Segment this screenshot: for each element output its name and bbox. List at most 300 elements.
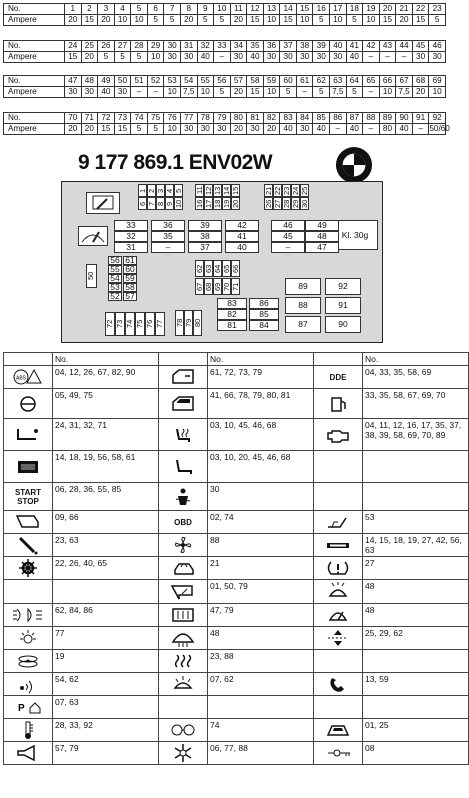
ampere-cell: 15 bbox=[98, 124, 115, 135]
ampere-cell: 10 bbox=[164, 87, 181, 98]
ampere-cell: – bbox=[363, 87, 380, 98]
fuse-number-cell: 34 bbox=[230, 41, 247, 52]
legend-header-blank bbox=[159, 353, 208, 366]
fuse-number-cell: 46 bbox=[429, 41, 446, 52]
fuse-numbers-cell: 30 bbox=[208, 483, 314, 511]
interior-light-icon bbox=[4, 627, 53, 650]
empty-icon-cell bbox=[314, 483, 363, 511]
ampere-cell: 10 bbox=[164, 124, 181, 135]
ampere-table-3 bbox=[3, 75, 446, 98]
no-header: No. bbox=[4, 41, 65, 52]
fuse-number-cell: 68 bbox=[412, 76, 429, 87]
ampere-cell: 5 bbox=[214, 15, 231, 26]
legend-row bbox=[4, 511, 469, 534]
fuse-number-cell: 74 bbox=[131, 113, 148, 124]
fuse-slot: 41 bbox=[225, 231, 259, 242]
legend-header-blank bbox=[4, 353, 53, 366]
fuse-numbers-cell: 23, 88 bbox=[208, 650, 314, 673]
fuse-slot: 77 bbox=[155, 312, 165, 336]
fuse-number-cell: 83 bbox=[280, 113, 297, 124]
fuse-number-cell: 90 bbox=[396, 113, 413, 124]
fuse-slot: 31 bbox=[114, 242, 148, 253]
fuse-number-cell: 43 bbox=[379, 41, 396, 52]
fuse-slot: 2 bbox=[147, 184, 156, 197]
empty-icon-cell bbox=[314, 696, 363, 719]
legend-row bbox=[4, 627, 469, 650]
ampere-cell: 40 bbox=[396, 124, 413, 135]
legend-header-row bbox=[4, 353, 469, 366]
fuse-slot: 64 bbox=[213, 260, 222, 277]
fuse-slot: 60 bbox=[123, 265, 137, 274]
ampere-cell: 15 bbox=[247, 87, 264, 98]
ampere-cell: – bbox=[363, 124, 380, 135]
ampere-cell: 30 bbox=[180, 124, 197, 135]
fuse-slot: 32 bbox=[114, 231, 148, 242]
fuse-numbers-cell: 06, 77, 88 bbox=[208, 742, 314, 765]
ampere-cell: 30 bbox=[164, 52, 181, 63]
mirror-fold-icon bbox=[159, 580, 208, 604]
legend-row bbox=[4, 742, 469, 765]
ampere-cell: – bbox=[379, 52, 396, 63]
fuse-numbers-cell: 04, 33, 35, 58, 69 bbox=[363, 366, 469, 389]
fuse-number-cell: 59 bbox=[263, 76, 280, 87]
fuse-slot: 61 bbox=[123, 256, 137, 265]
fuse-slot: 57 bbox=[123, 292, 137, 301]
legend-header-no: No. bbox=[53, 353, 159, 366]
fuse-slot: 3 bbox=[156, 184, 165, 197]
fuse-number-cell: 42 bbox=[363, 41, 380, 52]
fuse-number-cell: 85 bbox=[313, 113, 330, 124]
ampere-cell: 20 bbox=[230, 124, 247, 135]
fuse-number-cell: 52 bbox=[147, 76, 164, 87]
fuse-slot: 84 bbox=[249, 320, 279, 331]
ampere-cell: 5 bbox=[313, 15, 330, 26]
fuse-slot: 75 bbox=[135, 312, 145, 336]
fuse-numbers-cell: 04, 12, 26, 67, 82, 90 bbox=[53, 366, 159, 389]
ampere-cell: 15 bbox=[114, 124, 131, 135]
fuse-numbers-cell: 14, 15, 18, 19, 27, 42, 56, 63 bbox=[363, 534, 469, 557]
ampere-cell: 10 bbox=[330, 15, 347, 26]
fuse-numbers-cell: 03, 10, 20, 45, 46, 68 bbox=[208, 451, 314, 483]
ampere-cell: 40 bbox=[313, 124, 330, 135]
ampere-cell: 20 bbox=[65, 15, 82, 26]
fuse-slot: 72 bbox=[105, 312, 115, 336]
fuse-number-cell: 14 bbox=[280, 4, 297, 15]
tpms-icon bbox=[314, 557, 363, 580]
cd-icon bbox=[4, 650, 53, 673]
ampere-cell: 20 bbox=[396, 15, 413, 26]
fuse-numbers-cell bbox=[53, 580, 159, 604]
fuse-numbers-cell: 53 bbox=[363, 511, 469, 534]
fuse-numbers-cell: 24, 31, 32, 71 bbox=[53, 419, 159, 451]
fuse-slot: 85 bbox=[249, 309, 279, 320]
fuse-number-cell: 91 bbox=[412, 113, 429, 124]
fuse-slot: Kl. 30g bbox=[332, 220, 378, 250]
start-stop-icon bbox=[4, 483, 53, 511]
ampere-cell: 30 bbox=[197, 124, 214, 135]
fuse-numbers-cell bbox=[363, 696, 469, 719]
ampere-cell: 30 bbox=[214, 124, 231, 135]
ampere-cell: 15 bbox=[412, 15, 429, 26]
fuse-number-cell: 86 bbox=[330, 113, 347, 124]
fuse-slot: 71 bbox=[231, 278, 240, 295]
fuse-number-cell: 82 bbox=[263, 113, 280, 124]
fuse-slot: 54 bbox=[108, 274, 122, 283]
fuse-number-cell: 63 bbox=[330, 76, 347, 87]
legend-row bbox=[4, 650, 469, 673]
fuse-slot: 27 bbox=[273, 197, 282, 210]
fuse-number-row bbox=[4, 76, 446, 87]
fuse-numbers-cell: 04, 11, 12, 16, 17, 35, 37, 38, 39, 58, 69, 70, 89 bbox=[363, 419, 469, 451]
ampere-table-4 bbox=[3, 112, 450, 135]
fuse-number-cell: 71 bbox=[81, 113, 98, 124]
fuse-slot: 70 bbox=[222, 278, 231, 295]
fuse-number-row bbox=[4, 41, 446, 52]
ampere-cell: 30 bbox=[280, 52, 297, 63]
ampere-cell: 30 bbox=[429, 52, 446, 63]
windshield-defrost-icon bbox=[159, 627, 208, 650]
ampere-cell: 20 bbox=[65, 124, 82, 135]
fuse-numbers-cell: 19 bbox=[53, 650, 159, 673]
fuse-slot: 49 bbox=[305, 220, 339, 231]
light-icon bbox=[4, 557, 53, 580]
no-header: No. bbox=[4, 113, 65, 124]
fuse-number-cell: 37 bbox=[280, 41, 297, 52]
fuse-number-cell: 32 bbox=[197, 41, 214, 52]
bulb-key-icon bbox=[314, 742, 363, 765]
ampere-header: Ampere bbox=[4, 15, 65, 26]
fuse-number-cell: 88 bbox=[363, 113, 380, 124]
fuse-slot: 24 bbox=[291, 184, 300, 197]
ampere-cell: 10 bbox=[147, 52, 164, 63]
display-icon bbox=[4, 451, 53, 483]
ampere-cell: 40 bbox=[98, 87, 115, 98]
fuse-number-cell: 50 bbox=[114, 76, 131, 87]
ampere-cell: 5 bbox=[313, 87, 330, 98]
fuse-slot: 79 bbox=[184, 310, 193, 336]
fuse-numbers-cell: 09, 66 bbox=[53, 511, 159, 534]
fuse-numbers-cell: 07, 63 bbox=[53, 696, 159, 719]
fuel-pump-icon bbox=[314, 389, 363, 419]
ampere-cell: 30 bbox=[114, 87, 131, 98]
fuse-numbers-cell: 06, 28, 36, 55, 85 bbox=[53, 483, 159, 511]
ampere-cell: 5 bbox=[214, 87, 231, 98]
fuse-number-cell: 92 bbox=[429, 113, 446, 124]
fuse-numbers-cell: 88 bbox=[208, 534, 314, 557]
seat-heat-icon bbox=[159, 419, 208, 451]
fuse-number-cell: 66 bbox=[379, 76, 396, 87]
fuse-number-cell: 20 bbox=[379, 4, 396, 15]
fuse-number-cell: 76 bbox=[164, 113, 181, 124]
fuse-number-cell: 69 bbox=[429, 76, 446, 87]
cigarette-lighter-icon bbox=[4, 534, 53, 557]
fuse-slot: 68 bbox=[204, 278, 213, 295]
fuse-slot: 90 bbox=[325, 316, 361, 333]
ampere-cell: 30 bbox=[263, 52, 280, 63]
legend-row bbox=[4, 366, 469, 389]
fuse-number-cell: 9 bbox=[197, 4, 214, 15]
fuse-slot: 80 bbox=[193, 310, 202, 336]
fuse-slot: 8 bbox=[156, 197, 165, 210]
fuse-number-cell: 6 bbox=[147, 4, 164, 15]
ampere-row bbox=[4, 87, 446, 98]
fuse-number-cell: 24 bbox=[65, 41, 82, 52]
fuse-slot: 87 bbox=[285, 316, 321, 333]
ampere-cell: 5 bbox=[429, 15, 446, 26]
fuse-slot: 56 bbox=[108, 256, 122, 265]
fuse-number-cell: 51 bbox=[131, 76, 148, 87]
fuse-number-cell: 12 bbox=[247, 4, 264, 15]
ampere-cell: 40 bbox=[247, 52, 264, 63]
fuse-numbers-cell: 25, 29, 62 bbox=[363, 627, 469, 650]
occupant-icon bbox=[159, 483, 208, 511]
fuse-number-cell: 56 bbox=[214, 76, 231, 87]
fuse-slot: 67 bbox=[195, 278, 204, 295]
trailer-icon bbox=[314, 511, 363, 534]
ampere-cell: 30 bbox=[313, 52, 330, 63]
fuse-slot: 21 bbox=[264, 184, 273, 197]
fuse-slot: 1 bbox=[138, 184, 147, 197]
fuse-number-cell: 78 bbox=[197, 113, 214, 124]
dome-light-icon bbox=[159, 673, 208, 696]
fuse-slot: 78 bbox=[175, 310, 184, 336]
fuse-number-row bbox=[4, 113, 446, 124]
fuse-number-cell: 8 bbox=[180, 4, 197, 15]
fuse-number-cell: 4 bbox=[114, 4, 131, 15]
legend-header-blank bbox=[314, 353, 363, 366]
phone-icon bbox=[314, 673, 363, 696]
fuse-number-cell: 53 bbox=[164, 76, 181, 87]
fuse-slot: 17 bbox=[204, 197, 213, 210]
ampere-cell: 30 bbox=[65, 87, 82, 98]
fuse-slot: 4 bbox=[165, 184, 174, 197]
fuse-number-cell: 70 bbox=[65, 113, 82, 124]
legend-row bbox=[4, 557, 469, 580]
ampere-cell: 5 bbox=[131, 124, 148, 135]
fuse-number-cell: 64 bbox=[346, 76, 363, 87]
fuse-slot: 39 bbox=[188, 220, 222, 231]
ampere-header: Ampere bbox=[4, 87, 65, 98]
fuse-slot: 66 bbox=[231, 260, 240, 277]
fuse-numbers-cell bbox=[363, 483, 469, 511]
fuse-number-cell: 84 bbox=[296, 113, 313, 124]
fuse-numbers-cell bbox=[363, 451, 469, 483]
fuse-numbers-cell: 22, 26, 40, 65 bbox=[53, 557, 159, 580]
fuse-number-cell: 35 bbox=[247, 41, 264, 52]
obd-icon bbox=[159, 511, 208, 534]
no-header: No. bbox=[4, 76, 65, 87]
ampere-cell: 30 bbox=[230, 52, 247, 63]
heater-icon bbox=[159, 650, 208, 673]
fuse-number-cell: 23 bbox=[429, 4, 446, 15]
fuse-number-cell: 41 bbox=[346, 41, 363, 52]
lift-icon bbox=[314, 627, 363, 650]
fuse-slot: 65 bbox=[222, 260, 231, 277]
ampere-cell: 5 bbox=[131, 52, 148, 63]
ampere-cell: 30 bbox=[296, 52, 313, 63]
ampere-cell: 10 bbox=[363, 15, 380, 26]
fuse-number-cell: 81 bbox=[247, 113, 264, 124]
abs-dsc-icon bbox=[4, 366, 53, 389]
fuse-number-cell: 73 bbox=[114, 113, 131, 124]
ampere-cell: 10 bbox=[263, 15, 280, 26]
fuse-slot: 74 bbox=[125, 312, 135, 336]
fuse-box-diagram bbox=[61, 181, 383, 343]
fuse-numbers-cell: 33, 35, 58, 67, 69, 70 bbox=[363, 389, 469, 419]
dde-glow-icon bbox=[314, 366, 363, 389]
fuse-numbers-cell: 28, 33, 92 bbox=[53, 719, 159, 742]
fuse-slot: 82 bbox=[217, 309, 247, 320]
fuse-slot: 86 bbox=[249, 298, 279, 309]
fuse-slot: 38 bbox=[188, 231, 222, 242]
fuse-number-cell: 60 bbox=[280, 76, 297, 87]
ampere-cell: 5 bbox=[346, 87, 363, 98]
legend-row bbox=[4, 389, 469, 419]
fuse-number-cell: 19 bbox=[363, 4, 380, 15]
ampere-cell: 5 bbox=[197, 15, 214, 26]
ampere-cell: 30 bbox=[247, 124, 264, 135]
ampere-row bbox=[4, 52, 446, 63]
fuse-numbers-cell: 41, 66, 78, 79, 80, 81 bbox=[208, 389, 314, 419]
fuse-slot: 6 bbox=[138, 197, 147, 210]
empty-icon-cell bbox=[4, 580, 53, 604]
fuse-slot: 23 bbox=[282, 184, 291, 197]
legend-row bbox=[4, 419, 469, 451]
fuse-number-cell: 47 bbox=[65, 76, 82, 87]
ampere-cell: 10 bbox=[197, 87, 214, 98]
ampere-cell: 15 bbox=[247, 15, 264, 26]
ampere-cell: 40 bbox=[346, 124, 363, 135]
fuse-slot: 36 bbox=[151, 220, 185, 231]
ampere-cell: 15 bbox=[81, 15, 98, 26]
door-icon bbox=[159, 366, 208, 389]
fuse-slot: 83 bbox=[217, 298, 247, 309]
fuse-numbers-cell: 01, 25 bbox=[363, 719, 469, 742]
mirror-icon bbox=[4, 511, 53, 534]
ampere-cell: 10 bbox=[296, 15, 313, 26]
fuse-number-cell: 61 bbox=[296, 76, 313, 87]
ampere-cell: 30 bbox=[412, 52, 429, 63]
empty-icon-cell bbox=[314, 451, 363, 483]
fuse-slot: 19 bbox=[222, 197, 231, 210]
ampere-cell: 10 bbox=[379, 87, 396, 98]
ampere-cell: 20 bbox=[230, 87, 247, 98]
fuse-number-cell: 65 bbox=[363, 76, 380, 87]
wiper-relay-icon bbox=[86, 192, 120, 214]
ampere-cell: 5 bbox=[346, 15, 363, 26]
fuse-number-cell: 72 bbox=[98, 113, 115, 124]
empty-icon-cell bbox=[159, 696, 208, 719]
fuse-slot: 48 bbox=[305, 231, 339, 242]
ampere-table-2 bbox=[3, 40, 446, 63]
legend-row bbox=[4, 604, 469, 627]
ampere-cell: 20 bbox=[263, 124, 280, 135]
fuse-legend-table bbox=[3, 352, 469, 765]
fuse-numbers-cell: 23, 63 bbox=[53, 534, 159, 557]
ampere-cell: 30 bbox=[330, 52, 347, 63]
legend-header-no: No. bbox=[208, 353, 314, 366]
fuse-number-cell: 40 bbox=[330, 41, 347, 52]
ampere-cell: 5 bbox=[147, 124, 164, 135]
fuse-slot: 62 bbox=[195, 260, 204, 277]
ampere-cell: – bbox=[214, 52, 231, 63]
fuse-numbers-cell: 01, 50, 79 bbox=[208, 580, 314, 604]
legend-row bbox=[4, 451, 469, 483]
temperature-icon bbox=[4, 719, 53, 742]
fuse-number-cell: 10 bbox=[214, 4, 231, 15]
fuse-number-cell: 13 bbox=[263, 4, 280, 15]
fuse-numbers-cell bbox=[363, 650, 469, 673]
fuse-slot: 50 bbox=[86, 264, 97, 288]
ampere-cell: 20 bbox=[98, 15, 115, 26]
fuse-number-cell: 22 bbox=[412, 4, 429, 15]
park-home-icon bbox=[4, 696, 53, 719]
fuse-number-cell: 28 bbox=[131, 41, 148, 52]
antenna-icon bbox=[4, 673, 53, 696]
ac-icon bbox=[159, 742, 208, 765]
fuse-slot: 47 bbox=[305, 242, 339, 253]
fuse-numbers-cell: 21 bbox=[208, 557, 314, 580]
fuse-number-cell: 58 bbox=[247, 76, 264, 87]
fuse-number-cell: 26 bbox=[98, 41, 115, 52]
ampere-cell: 30 bbox=[180, 52, 197, 63]
fuse-slot: 10 bbox=[174, 197, 183, 210]
fuse-number-row bbox=[4, 4, 446, 15]
fuse-numbers-cell: 57, 79 bbox=[53, 742, 159, 765]
wiper-icon bbox=[78, 226, 108, 246]
ampere-cell: 80 bbox=[379, 124, 396, 135]
fuse-slot: 13 bbox=[213, 184, 222, 197]
ampere-cell: 10 bbox=[429, 87, 446, 98]
fuse-number-cell: 38 bbox=[296, 41, 313, 52]
fuse-numbers-cell: 05, 49, 75 bbox=[53, 389, 159, 419]
fuse-number-cell: 89 bbox=[379, 113, 396, 124]
ampere-cell: 40 bbox=[280, 124, 297, 135]
ampere-cell: – bbox=[296, 87, 313, 98]
fuse-number-cell: 45 bbox=[412, 41, 429, 52]
fuse-slot: 46 bbox=[271, 220, 305, 231]
fuse-numbers-cell: 03, 10, 45, 46, 68 bbox=[208, 419, 314, 451]
fuse-numbers-cell: 14, 18, 19, 56, 58, 61 bbox=[53, 451, 159, 483]
fuse-slot: 76 bbox=[145, 312, 155, 336]
fuse-number-cell: 21 bbox=[396, 4, 413, 15]
icon-label: DDE bbox=[329, 372, 347, 382]
legend-row bbox=[4, 483, 469, 511]
ampere-cell: – bbox=[131, 87, 148, 98]
fuse-numbers-cell: 77 bbox=[53, 627, 159, 650]
ampere-cell: – bbox=[147, 87, 164, 98]
fuse-number-cell: 11 bbox=[230, 4, 247, 15]
fuse-numbers-cell: 47, 79 bbox=[208, 604, 314, 627]
ampere-cell: 5 bbox=[280, 87, 297, 98]
fuse-number-cell: 80 bbox=[230, 113, 247, 124]
fuse-numbers-cell: 48 bbox=[363, 580, 469, 604]
ampere-cell: 20 bbox=[81, 52, 98, 63]
ampere-cell: 15 bbox=[65, 52, 82, 63]
headlight-fog-icon bbox=[4, 604, 53, 627]
svg-text:ABS: ABS bbox=[15, 375, 27, 382]
ampere-cell: 5 bbox=[98, 52, 115, 63]
ampere-cell: 10 bbox=[131, 15, 148, 26]
fuse-slot: 81 bbox=[217, 320, 247, 331]
ampere-cell: – bbox=[330, 124, 347, 135]
fuse-number-cell: 57 bbox=[230, 76, 247, 87]
fuse-number-cell: 18 bbox=[346, 4, 363, 15]
fuse-number-cell: 75 bbox=[147, 113, 164, 124]
fuse-slot: – bbox=[271, 242, 305, 253]
fuse-number-cell: 25 bbox=[81, 41, 98, 52]
fuse-number-cell: 15 bbox=[296, 4, 313, 15]
